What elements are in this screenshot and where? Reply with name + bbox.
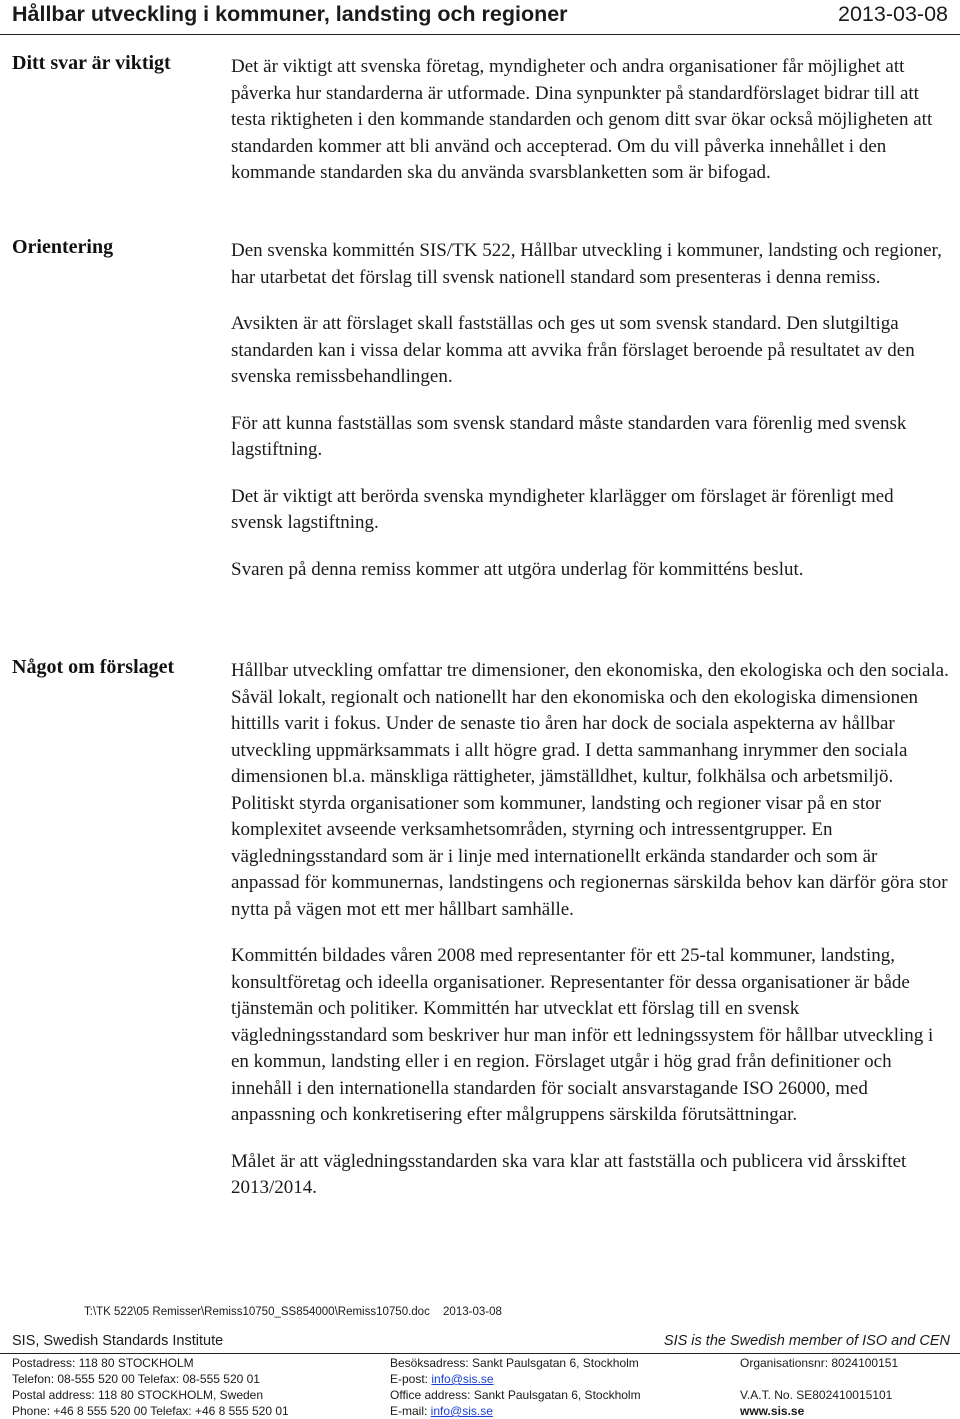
footer-phone: Phone: +46 8 555 520 00 Telefax: +46 8 555 520 01	[12, 1404, 289, 1418]
footer-epost-label: E-post:	[390, 1372, 432, 1386]
footer-office-address: Office address: Sankt Paulsgatan 6, Stockholm	[390, 1388, 641, 1402]
footer-member-text: SIS is the Swedish member of ISO and CEN	[663, 1333, 950, 1349]
paragraph: För att kunna fastställas som svensk standard måste standarden vara förenlig med svensk lagstiftning.	[231, 412, 907, 460]
footer-org-name: SIS, Swedish Standards Institute	[12, 1333, 224, 1349]
footer-col-postal	[12, 1355, 289, 1419]
footer-postal-address: Postal address: 118 80 STOCKHOLM, Sweden	[12, 1388, 264, 1402]
footer-spacer	[740, 1371, 898, 1387]
footer-header	[0, 1331, 960, 1354]
section-body	[231, 238, 949, 603]
section-label: Orientering	[12, 236, 114, 258]
paragraph: Kommittén bildades våren 2008 med representanter för ett 25-tal kommuner, landsting, konsultföretag och ideella organisationer. Representanter för dessa organisationer är både tjänstemän och politiker. Kommittén har utvecklat ett förslag till en svensk vägledningsstandard som beskriver hur man inför ett ledningssystem för hållbar utveckling i en kommun, landsting eller i en region. Förslaget utgår i hög grad från definitioner och innehåll i den internationella standarden för socialt ansvarstagande ISO 26000, med anpassning och konkretisering efter målgruppens särskilda förutsättningar.	[231, 945, 934, 1125]
footer-orgnr: Organisationsnr: 8024100151	[740, 1356, 899, 1370]
footer-epost-link[interactable]: info@sis.se	[431, 1372, 494, 1386]
footer-email-link[interactable]: info@sis.se	[430, 1404, 493, 1418]
paragraph: Svaren på denna remiss kommer att utgöra underlag för kommitténs beslut.	[231, 558, 804, 580]
footer-postadress: Postadress: 118 80 STOCKHOLM	[12, 1356, 194, 1370]
paragraph: Avsikten är att förslaget skall fastställas och ges ut som svensk standard. Den slutgiltiga standarden kan i vissa delar komma att avvika från förslaget beroende på resultatet av den svenska remissbehandlingen.	[231, 313, 915, 387]
file-path: T:\TK 522\05 Remisser\Remiss10750_SS854000\Remiss10750.doc	[84, 1306, 430, 1318]
footer-email-label: E-mail:	[390, 1404, 431, 1418]
paragraph: Hållbar utveckling omfattar tre dimensioner, den ekonomiska, den ekologiska och den sociala. Såväl lokalt, regionalt och nationellt har den ekonomiska och den ekologiska dimensionen hittills varit i fokus. Under de senaste tio åren har dock de sociala aspekterna av hållbar utveckling uppmärksammats i allt högre grad. I detta sammanhang inrymmer den sociala dimensionen bl.a. mänskliga rättigheter, jämställdhet, kultur, folkhälsa och arbetsmiljö. Politiskt styrda organisationer som kommuner, landsting och regioner visar på en stor komplexitet avseende verksamhetsområden, styrning och intressentgrupper. En vägledningsstandard som är i linje med internationellt erkända standarder och som är anpassad för kommunernas, landstingens och regionernas särskilda behov kan därför göra stor nytta på vägen mot ett mer hållbart samhälle.	[231, 660, 949, 920]
paragraph: Målet är att vägledningsstandarden ska vara klar att fastställa och publicera vid årsskiftet 2013/2014.	[231, 1150, 907, 1198]
footer-col-visit	[390, 1355, 641, 1419]
footer-besoksadress: Besöksadress: Sankt Paulsgatan 6, Stockholm	[390, 1356, 639, 1370]
page-header	[0, 0, 960, 35]
paragraph: Den svenska kommittén SIS/TK 522, Hållbar utveckling i kommuner, landsting och regioner, har utarbetat det förslag till svensk nationell standard som presenteras i denna remiss.	[231, 240, 942, 288]
footer-telefon: Telefon: 08-555 520 00 Telefax: 08-555 520 01	[12, 1372, 260, 1386]
header-date: 2013-03-08	[838, 2, 948, 26]
file-date: 2013-03-08	[443, 1306, 502, 1318]
paragraph: Det är viktigt att berörda svenska myndigheter klarlägger om förslaget är förenligt med svensk lagstiftning.	[231, 485, 894, 533]
footer-vat: V.A.T. No. SE802410015101	[740, 1388, 893, 1402]
section-body	[231, 658, 949, 1222]
section-label: Ditt svar är viktigt	[12, 52, 171, 74]
file-path-line	[84, 1306, 512, 1318]
footer-col-org	[740, 1355, 898, 1419]
header-title: Hållbar utveckling i kommuner, landsting och regioner	[12, 2, 568, 26]
section-body	[231, 54, 949, 207]
paragraph: Det är viktigt att svenska företag, myndigheter och andra organisationer får möjlighet att påverka hur standarderna är utformade. Dina synpunkter på standardförslaget bidrar till att testa riktigheten i den kommande standarden och genom ditt svar ökar också möjligheten att standarden kommer att bli använd och accepterad. Om du vill påverka innehållet i den kommande standarden ska du använda svarsblanketten som är bifogad.	[231, 56, 933, 183]
footer-epost-row	[390, 1371, 641, 1387]
section-label: Något om förslaget	[12, 656, 175, 678]
footer-website-link[interactable]: www.sis.se	[740, 1404, 805, 1418]
